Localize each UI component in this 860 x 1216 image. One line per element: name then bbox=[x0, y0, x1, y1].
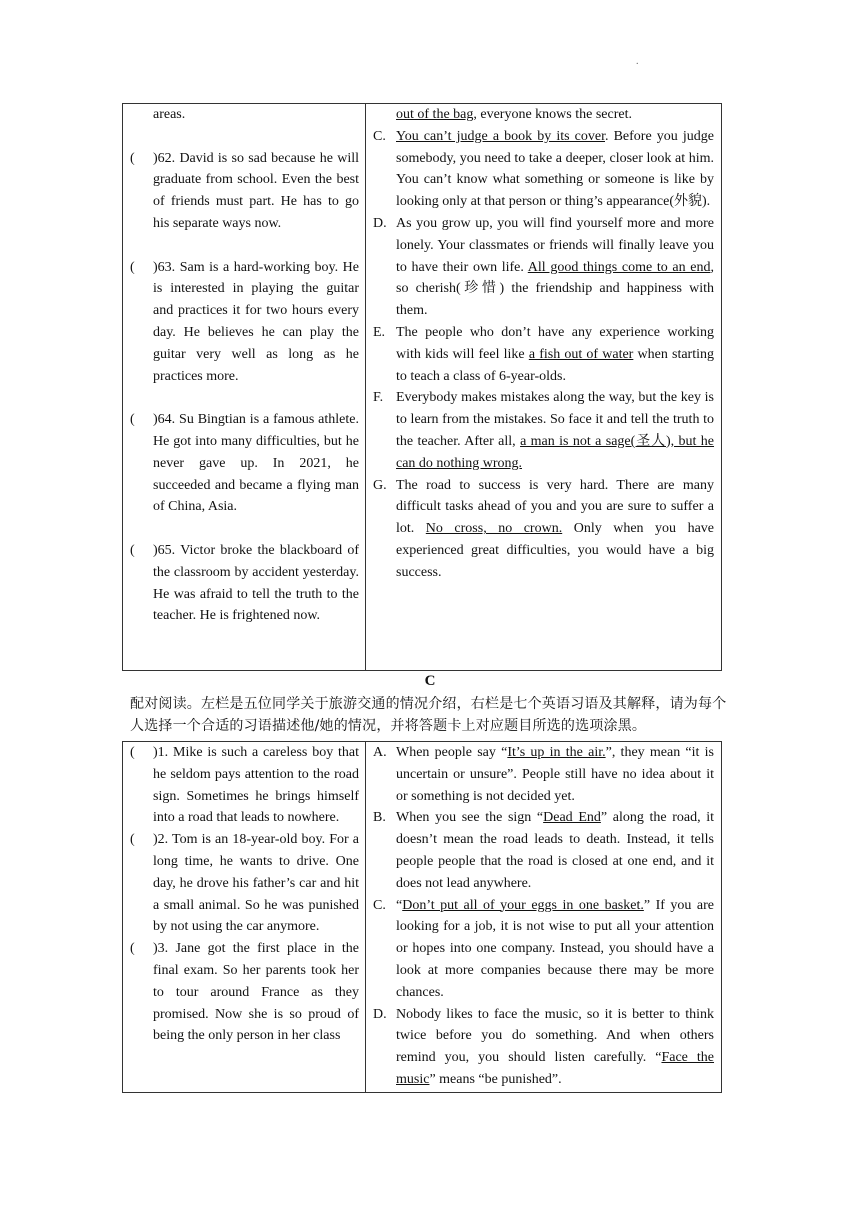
question-number: )1. bbox=[153, 745, 169, 760]
question-number: )3. bbox=[153, 941, 169, 957]
question-continued: areas. bbox=[153, 107, 186, 122]
section-instructions: 配对阅读。左栏是五位同学关于旅游交通的情况介绍，右栏是七个英语习语及其解释，请为每个人选择一个合适的习语描述他/她的情况，并将答题卡上对应题目所选的选项涂黑。 bbox=[130, 696, 727, 734]
option-c: C. “Don’t put all of your eggs in one basket.” If you are looking for a job, it is not wise to put all your attention or hopes into one company. Instead, you should have a look at more companies because there may be more chances. bbox=[366, 895, 721, 1004]
option-a: A. When people say “It’s up in the air.”, they mean “it is uncertain or unsure”. People still have no idea about it or something is not decided yet. bbox=[366, 742, 721, 807]
question-number: )63. bbox=[153, 259, 176, 275]
option-d: D. As you grow up, you will find yourself more and more lonely. Your classmates or friends will finally leave you to have their own life. All good things come to an end, so cherish(珍惜) the friendship and happiness with them. bbox=[366, 213, 721, 322]
question-number: )65. bbox=[153, 542, 176, 558]
section-title: C bbox=[424, 673, 436, 689]
option-b: B. When you see the sign “Dead End” along the road, it doesn’t mean the road leads to death. Instead, it tells people people that the road is closed at one end, and it does not lead anywhere. bbox=[366, 807, 721, 894]
option-letter: D. bbox=[373, 1006, 387, 1022]
question-text: Sam is a hard-working boy. He is interested in playing the guitar and practices it for two hours every day. He believes he can play the guitar very well as long as he practices more. bbox=[153, 259, 359, 384]
matching-table-c bbox=[122, 741, 722, 1093]
option-letter: B. bbox=[373, 810, 386, 826]
answer-blank[interactable]: ( bbox=[130, 832, 135, 848]
question-number: )62. bbox=[153, 150, 176, 166]
option-letter: A. bbox=[373, 745, 387, 760]
question-1 bbox=[123, 742, 365, 829]
question-text: Tom is an 18-year-old boy. For a long time, he wants to drive. One day, he drove his father’s car and hit a small animal. So he was punished by not using the car anymore. bbox=[153, 832, 359, 935]
option-letter: C. bbox=[373, 128, 386, 144]
answer-blank[interactable]: ( bbox=[130, 259, 135, 275]
question-63 bbox=[123, 257, 365, 388]
options-column bbox=[366, 104, 722, 671]
option-continued: out of the bag, everyone knows the secret. bbox=[396, 107, 632, 122]
option-c: C. You can’t judge a book by its cover. Before you judge somebody, you need to take a deeper, closer look at him. You can’t know what something or someone is like by looking only at that person or thing’s appearance(外貌). bbox=[366, 126, 721, 213]
question-3 bbox=[123, 938, 365, 1047]
questions-column bbox=[123, 104, 366, 671]
option-letter: F. bbox=[373, 390, 384, 406]
answer-blank[interactable]: ( bbox=[130, 542, 135, 558]
question-2 bbox=[123, 829, 365, 938]
option-f: F. Everybody makes mistakes along the way, but the key is to learn from the mistakes. So face it and tell the truth to the teacher. After all, a man is not a sage(圣人), but he can do nothing wrong. bbox=[366, 387, 721, 474]
answer-blank[interactable]: ( bbox=[130, 745, 135, 760]
option-letter: G. bbox=[373, 477, 387, 493]
question-text: Victor broke the blackboard of the classroom by accident yesterday. He was afraid to tell the truth to the teacher. He is frightened now. bbox=[153, 542, 359, 624]
answer-blank[interactable]: ( bbox=[130, 150, 135, 166]
questions-column bbox=[123, 742, 366, 1093]
question-number: )2. bbox=[153, 832, 169, 848]
option-letter: E. bbox=[373, 324, 386, 340]
question-64 bbox=[123, 409, 365, 518]
question-65 bbox=[123, 540, 365, 627]
matching-table-b bbox=[122, 103, 722, 671]
question-text: Su Bingtian is a famous athlete. He got into many difficulties, but he never gave up. In 2021, he succeeded and became a flying man of China, Asia. bbox=[153, 412, 359, 515]
answer-blank[interactable]: ( bbox=[130, 941, 135, 957]
question-text: David is so sad because he will graduate from school. Even the best of friends must part. He has to go his separate ways now. bbox=[153, 150, 359, 231]
question-text: Jane got the first place in the final exam. So her parents took her to tour around France as they promised. Now she is so proud of being the only person in her class bbox=[153, 941, 360, 1044]
option-letter: D. bbox=[373, 215, 387, 231]
question-number: )64. bbox=[153, 412, 176, 428]
corner-mark: . bbox=[636, 56, 639, 67]
option-e: E. The people who don’t have any experience working with kids will feel like a fish out of water when starting to teach a class of 6-year-olds. bbox=[366, 322, 721, 387]
question-text: Mike is such a careless boy that he seldom pays attention to the road sign. Sometimes he brings himself into a road that leads to nowhere. bbox=[153, 745, 360, 826]
option-g: G. The road to success is very hard. There are many difficult tasks ahead of you and you are sure to suffer a lot. No cross, no crown. Only when you have experienced great difficulties, you would have a big success. bbox=[366, 475, 721, 584]
option-letter: C. bbox=[373, 897, 386, 913]
option-d: D. Nobody likes to face the music, so it is better to think twice before you do something. And when others remind you, you should listen carefully. “Face the music” means “be punished”. bbox=[366, 1004, 721, 1091]
options-column bbox=[366, 742, 722, 1093]
question-62 bbox=[123, 148, 365, 235]
answer-blank[interactable]: ( bbox=[130, 412, 135, 428]
